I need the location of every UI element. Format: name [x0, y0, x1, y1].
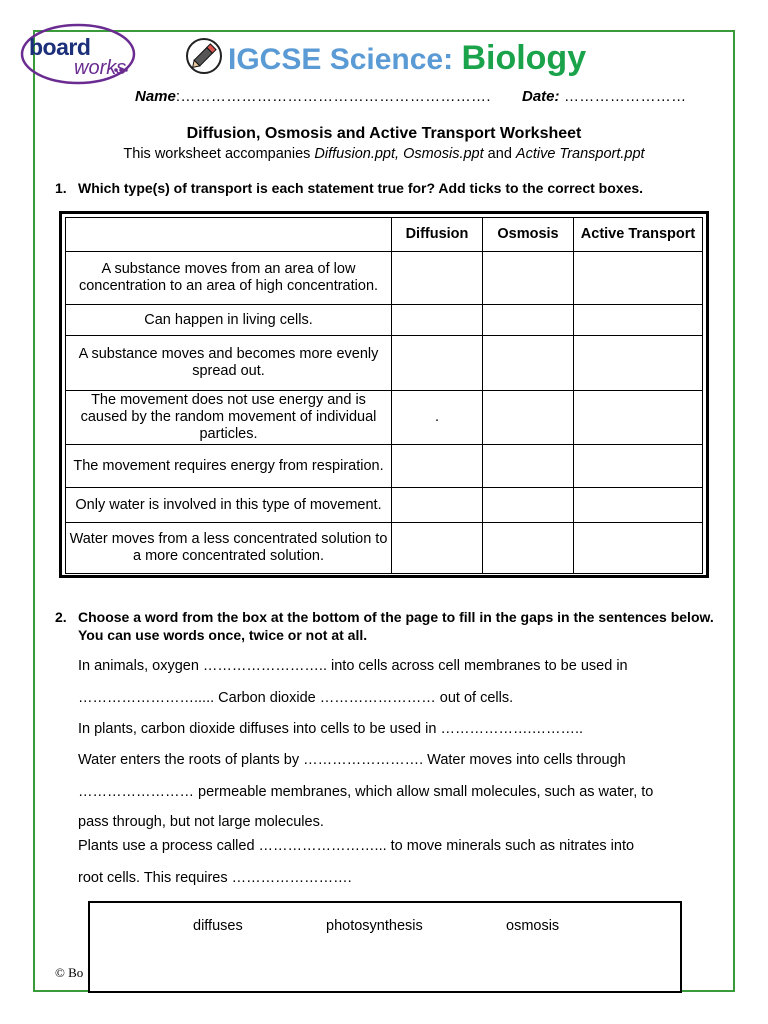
page-header-title: [228, 38, 586, 80]
header-active-transport: Active Transport: [574, 218, 703, 252]
logo-board-text: board: [29, 34, 91, 60]
active-tick-box[interactable]: [574, 305, 703, 336]
question-2-number: 2.: [55, 609, 67, 625]
active-tick-box[interactable]: [574, 391, 703, 445]
gap-fill-line[interactable]: ……………………..... Carbon dioxide …………………… out of cells.: [78, 690, 514, 706]
transport-table: [59, 211, 709, 578]
date-blank[interactable]: ……………………: [559, 88, 687, 105]
date-label: Date:: [522, 88, 560, 105]
osmosis-tick-box[interactable]: [483, 445, 574, 488]
osmosis-tick-box[interactable]: [483, 488, 574, 523]
diffusion-tick-box[interactable]: [392, 336, 483, 391]
header-osmosis: Osmosis: [483, 218, 574, 252]
gap-fill-line[interactable]: …………………… permeable membranes, which allow small molecules, such as water, to: [78, 784, 654, 800]
diffusion-tick-box[interactable]: .: [392, 391, 483, 445]
course-title: IGCSE Science:: [228, 43, 454, 76]
transport-table-grid: [65, 217, 703, 574]
subtitle-mid: and: [483, 146, 516, 162]
table-row: [66, 305, 703, 336]
subtitle-file2: Active Transport.ppt: [515, 146, 645, 162]
word-bank-item: diffuses: [193, 918, 243, 934]
osmosis-tick-box[interactable]: [483, 305, 574, 336]
statement-cell: Can happen in living cells.: [66, 305, 392, 336]
gap-fill-line[interactable]: root cells. This requires …………………….: [78, 870, 352, 886]
table-header-row: [66, 218, 703, 252]
date-field[interactable]: [522, 88, 686, 105]
copyright: © Bo: [55, 965, 84, 980]
word-bank-box: [88, 901, 682, 993]
active-tick-box[interactable]: [574, 336, 703, 391]
statement-cell: A substance moves and becomes more evenly spread out.: [66, 336, 392, 391]
question-2-text: Choose a word from the box at the bottom of the page to fill in the gaps in the sentences below. You can use words once, twice or not at all.: [78, 609, 714, 643]
table-row: [66, 252, 703, 305]
active-tick-box[interactable]: [574, 488, 703, 523]
osmosis-tick-box[interactable]: [483, 252, 574, 305]
subject-title: Biology: [461, 39, 587, 77]
table-row: [66, 488, 703, 523]
osmosis-tick-box[interactable]: [483, 391, 574, 445]
logo-works-text: works: [74, 57, 127, 79]
table-row: [66, 336, 703, 391]
name-label: Name: [135, 88, 176, 105]
active-tick-box[interactable]: [574, 445, 703, 488]
header-statement: [66, 218, 392, 252]
osmosis-tick-box[interactable]: [483, 336, 574, 391]
table-row: [66, 523, 703, 574]
question-1-text: Which type(s) of transport is each statement true for? Add ticks to the correct boxes.: [78, 180, 644, 196]
boardworks-logo: [20, 22, 136, 86]
subtitle-file1: Diffusion.ppt, Osmosis.ppt: [314, 146, 484, 162]
question-1-number: 1.: [55, 180, 67, 196]
name-blank[interactable]: :…………………………………………………….: [175, 88, 491, 105]
worksheet-title: Diffusion, Osmosis and Active Transport Worksheet: [186, 125, 582, 142]
diffusion-tick-box[interactable]: [392, 488, 483, 523]
subtitle-prefix: This worksheet accompanies: [123, 146, 315, 162]
table-row: [66, 445, 703, 488]
statement-cell: A substance moves from an area of low concentration to an area of high concentration.: [66, 252, 392, 305]
gap-fill-line[interactable]: In plants, carbon dioxide diffuses into cells to be used in ……………….………..: [78, 721, 584, 737]
statement-cell: Only water is involved in this type of movement.: [66, 488, 392, 523]
diffusion-tick-box[interactable]: [392, 523, 483, 574]
gap-fill-line: pass through, but not large molecules.: [78, 814, 324, 830]
statement-cell: The movement does not use energy and is caused by the random movement of individual particles.: [66, 391, 392, 445]
header-diffusion: Diffusion: [392, 218, 483, 252]
word-bank-item: photosynthesis: [326, 918, 423, 934]
pencil-icon: [185, 37, 223, 75]
table-row: [66, 391, 703, 445]
statement-cell: The movement requires energy from respiration.: [66, 445, 392, 488]
gap-fill-line[interactable]: Plants use a process called ……………………... to move minerals such as nitrates into: [78, 838, 635, 854]
diffusion-tick-box[interactable]: [392, 305, 483, 336]
word-bank-item: osmosis: [506, 918, 560, 934]
statement-cell: Water moves from a less concentrated solution to a more concentrated solution.: [66, 523, 392, 574]
gap-fill-line[interactable]: Water enters the roots of plants by ……………………. Water moves into cells through: [78, 752, 626, 768]
osmosis-tick-box[interactable]: [483, 523, 574, 574]
active-tick-box[interactable]: [574, 523, 703, 574]
worksheet-subtitle: [0, 146, 768, 162]
name-field[interactable]: [135, 88, 491, 105]
diffusion-tick-box[interactable]: [392, 445, 483, 488]
diffusion-tick-box[interactable]: [392, 252, 483, 305]
active-tick-box[interactable]: [574, 252, 703, 305]
gap-fill-line[interactable]: In animals, oxygen …………………….. into cells across cell membranes to be used in: [78, 658, 628, 674]
